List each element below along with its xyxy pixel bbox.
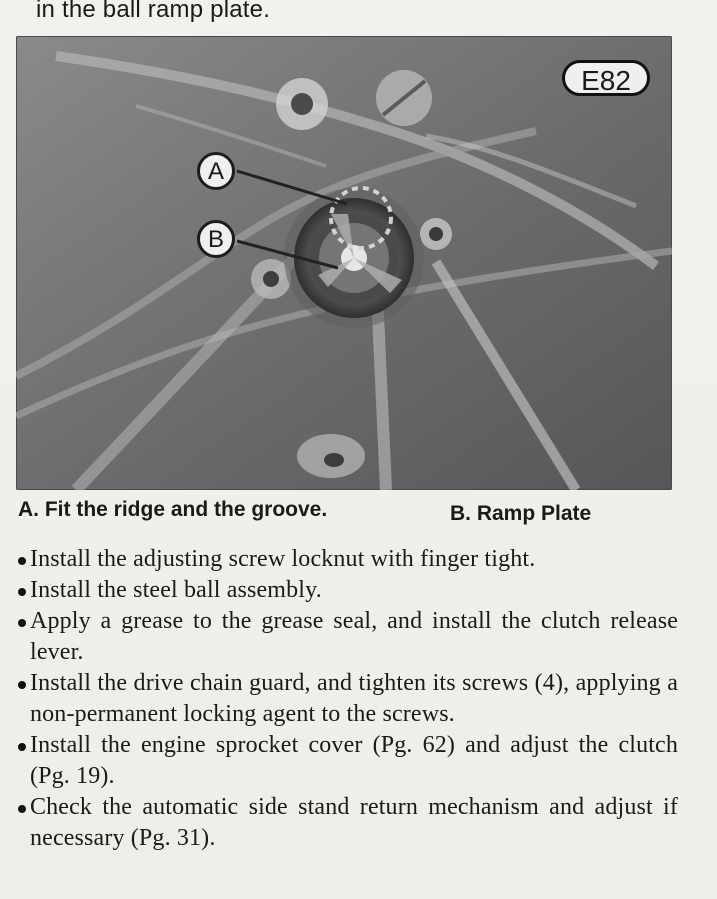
instruction-item [18, 730, 678, 792]
instruction-text-5: Install the engine sprocket cover (Pg. 62) and adjust the clutch (Pg. 19). [30, 732, 678, 789]
instruction-text-4: Install the drive chain guard, and tighten its screws (4), applying a non-permanent locking agent to the screws. [30, 670, 678, 727]
ramp-plate-figure [16, 36, 672, 490]
caption-a: A. Fit the ridge and the groove. [18, 498, 328, 521]
ramp-plate-photo [16, 36, 672, 490]
instruction-item [18, 544, 678, 575]
top-line-text: in the ball ramp plate. [36, 0, 271, 23]
instruction-item [18, 668, 678, 730]
instruction-list [18, 544, 678, 854]
callout-a-label: A [197, 152, 235, 190]
figure-tag: E82 [562, 60, 650, 96]
callout-b-label: B [197, 220, 235, 258]
instruction-text-1: Install the adjusting screw locknut with finger tight. [30, 546, 536, 572]
instruction-item [18, 575, 678, 606]
figure-caption-row [18, 498, 678, 532]
instruction-text-2: Install the steel ball assembly. [30, 577, 322, 603]
caption-b: B. Ramp Plate [450, 502, 592, 525]
instruction-text-6: Check the automatic side stand return mechanism and adjust if necessary (Pg. 31). [30, 794, 678, 851]
instruction-text-3: Apply a grease to the grease seal, and install the clutch release lever. [30, 608, 678, 665]
instruction-item [18, 792, 678, 854]
instruction-item [18, 606, 678, 668]
